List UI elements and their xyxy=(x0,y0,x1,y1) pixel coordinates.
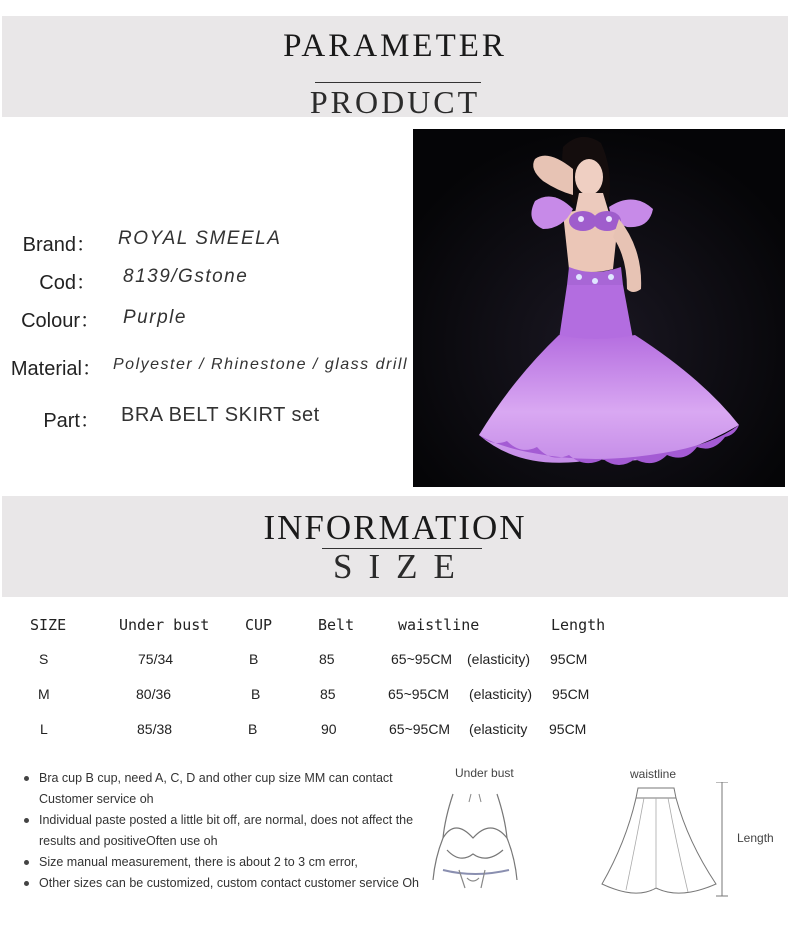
cell-waistline: 65~95CM xyxy=(389,721,451,737)
cod-label: Cod： xyxy=(39,272,96,294)
cell-length: 95CM xyxy=(549,721,587,737)
cell-length: 95CM xyxy=(552,686,590,702)
cell-size: L xyxy=(40,721,48,737)
notes-list xyxy=(24,768,444,894)
cell-belt: 85 xyxy=(319,651,335,667)
cell-elasticity: (elasticity xyxy=(469,721,528,737)
part-value: BRA BELT SKIRT set xyxy=(121,404,320,426)
cell-cup: B xyxy=(249,651,259,667)
cell-waistline: 65~95CM xyxy=(391,651,453,667)
information-banner xyxy=(2,496,788,597)
header-cup: CUP xyxy=(245,616,273,634)
under-bust-label: Under bust xyxy=(455,766,514,780)
cell-size: M xyxy=(38,686,50,702)
cell-under-bust: 75/34 xyxy=(138,651,174,667)
cell-under-bust: 85/38 xyxy=(137,721,173,737)
cell-length: 95CM xyxy=(550,651,588,667)
length-label: Length xyxy=(737,831,774,845)
cell-under-bust: 80/36 xyxy=(136,686,172,702)
material-value: Polyester / Rhinestone / glass drill xyxy=(113,356,408,373)
list-item: Individual paste posted a little bit off, are normal, does not affect the results and positiveOften use oh xyxy=(24,810,444,852)
colour-value: Purple xyxy=(123,307,187,328)
waistline-label: waistline xyxy=(630,767,677,781)
banner-title: INFORMATION xyxy=(263,508,527,547)
header-belt: Belt xyxy=(318,616,355,634)
banner-subtitle: SIZE xyxy=(333,547,471,586)
banner-title: PARAMETER xyxy=(283,28,507,64)
colour-label: Colour： xyxy=(21,310,100,332)
header-length: Length xyxy=(551,616,606,634)
material-label: Material： xyxy=(10,358,102,380)
cell-belt: 90 xyxy=(321,721,337,737)
banner-divider xyxy=(315,82,481,83)
cell-waistline: 65~95CM xyxy=(388,686,450,702)
header-waistline: waistline xyxy=(398,616,480,634)
bust-diagram xyxy=(425,788,525,904)
header-under-bust: Under bust xyxy=(119,616,210,634)
cell-size: S xyxy=(39,651,49,667)
parameter-banner xyxy=(2,16,788,120)
list-item: Size manual measurement, there is about 2 to 3 cm error, xyxy=(24,852,444,873)
dancer-illustration xyxy=(413,129,785,487)
cod-value: 8139/Gstone xyxy=(123,266,249,287)
cell-cup: B xyxy=(248,721,258,737)
list-item: Other sizes can be customized, custom contact customer service Oh xyxy=(24,873,444,894)
part-label: Part： xyxy=(43,410,100,432)
cell-elasticity: (elasticity) xyxy=(467,651,531,667)
cell-cup: B xyxy=(251,686,261,702)
skirt-diagram xyxy=(596,782,736,902)
brand-value: ROYAL SMEELA xyxy=(118,228,282,249)
product-photo xyxy=(413,129,785,487)
banner-subtitle: PRODUCT xyxy=(309,84,481,120)
brand-label: Brand： xyxy=(22,234,96,256)
list-item: Bra cup B cup, need A, C, D and other cup size MM can contact Customer service oh xyxy=(24,768,444,810)
cell-elasticity: (elasticity) xyxy=(469,686,533,702)
cell-belt: 85 xyxy=(320,686,336,702)
header-size: SIZE xyxy=(30,616,67,634)
